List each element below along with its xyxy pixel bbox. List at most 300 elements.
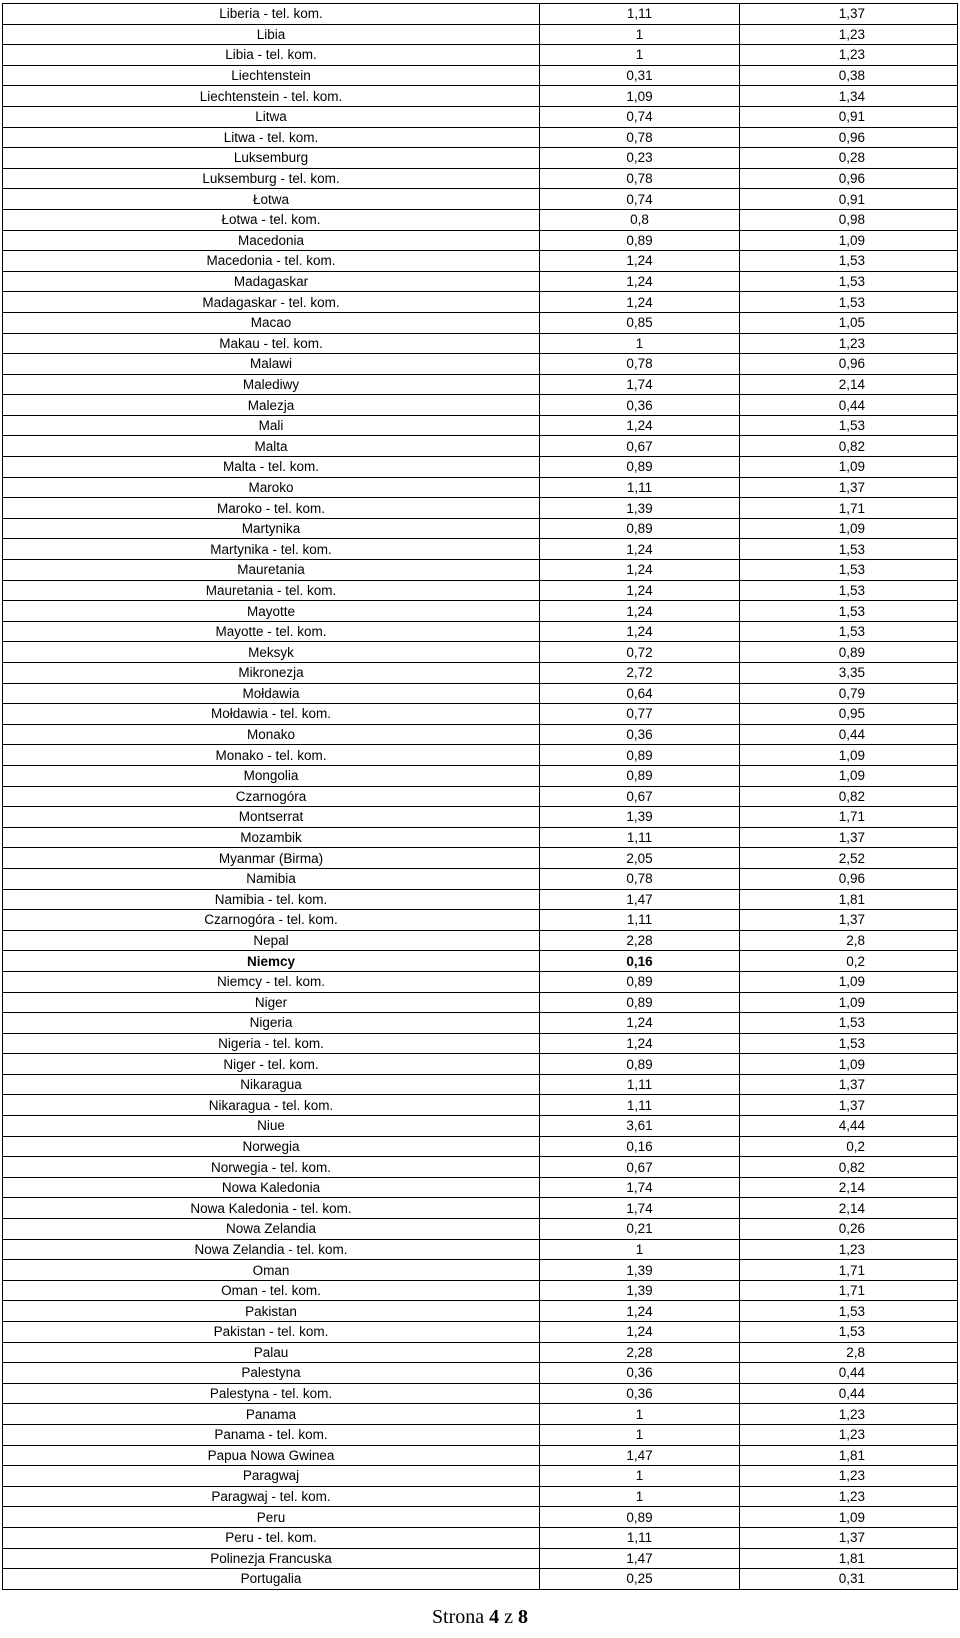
- rate-value-1: 2,28: [540, 930, 740, 951]
- rate-value-2: 1,81: [740, 1445, 958, 1466]
- country-cell: Nowa Kaledonia: [3, 1177, 540, 1198]
- rate-value-2: 1,81: [740, 889, 958, 910]
- rate-value-2: 1,53: [740, 1322, 958, 1343]
- rate-value-2: 1,53: [740, 601, 958, 622]
- rate-value-2: 1,09: [740, 230, 958, 251]
- rate-value-2: 1,09: [740, 765, 958, 786]
- rate-value-1: 1,11: [540, 4, 740, 25]
- rate-value-1: 1,47: [540, 1445, 740, 1466]
- table-row: [3, 868, 958, 889]
- country-cell: Panama - tel. kom.: [3, 1424, 540, 1445]
- table-row: [3, 86, 958, 107]
- country-cell: Palestyna: [3, 1363, 540, 1384]
- rate-value-1: 1,24: [540, 292, 740, 313]
- rate-value-2: 1,34: [740, 86, 958, 107]
- table-row: [3, 930, 958, 951]
- rate-value-1: 1,24: [540, 271, 740, 292]
- rate-value-2: 1,23: [740, 1404, 958, 1425]
- rate-value-2: 0,96: [740, 868, 958, 889]
- country-cell: Mongolia: [3, 765, 540, 786]
- rate-value-2: 1,09: [740, 1507, 958, 1528]
- rate-value-1: 1: [540, 1404, 740, 1425]
- country-cell: Pakistan - tel. kom.: [3, 1322, 540, 1343]
- table-row: [3, 1116, 958, 1137]
- rate-value-1: 1,24: [540, 415, 740, 436]
- rate-value-1: 1,24: [540, 1033, 740, 1054]
- table-row: [3, 1033, 958, 1054]
- table-row: [3, 889, 958, 910]
- rate-value-1: 0,89: [540, 1507, 740, 1528]
- table-row: [3, 971, 958, 992]
- footer-prefix: Strona: [431, 1606, 490, 1628]
- rate-value-2: 1,09: [740, 992, 958, 1013]
- rate-value-2: 1,23: [740, 45, 958, 66]
- country-cell: Niger: [3, 992, 540, 1013]
- table-row: [3, 1548, 958, 1569]
- country-cell: Myanmar (Birma): [3, 848, 540, 869]
- country-cell: Peru - tel. kom.: [3, 1527, 540, 1548]
- rate-value-2: 3,35: [740, 663, 958, 684]
- rate-value-1: 0,16: [540, 951, 740, 972]
- table-row: [3, 354, 958, 375]
- rate-value-1: 0,16: [540, 1136, 740, 1157]
- rate-value-2: 0,96: [740, 168, 958, 189]
- table-row: [3, 498, 958, 519]
- rate-value-1: 1,11: [540, 910, 740, 931]
- country-cell: Macedonia: [3, 230, 540, 251]
- country-cell: Czarnogóra: [3, 786, 540, 807]
- country-cell: Macao: [3, 312, 540, 333]
- country-cell: Peru: [3, 1507, 540, 1528]
- country-cell: Norwegia: [3, 1136, 540, 1157]
- rate-value-2: 1,53: [740, 1033, 958, 1054]
- rate-value-2: 1,37: [740, 827, 958, 848]
- country-cell: Palau: [3, 1342, 540, 1363]
- country-cell: Niemcy: [3, 951, 540, 972]
- table-row: [3, 683, 958, 704]
- rate-value-2: 1,23: [740, 24, 958, 45]
- rate-value-2: 0,38: [740, 65, 958, 86]
- table-row: [3, 765, 958, 786]
- rate-value-1: 0,89: [540, 765, 740, 786]
- table-row: [3, 580, 958, 601]
- table-row: [3, 1486, 958, 1507]
- table-row: [3, 1013, 958, 1034]
- table-row: [3, 560, 958, 581]
- rate-value-1: 0,89: [540, 1054, 740, 1075]
- country-cell: Pakistan: [3, 1301, 540, 1322]
- rate-value-1: 0,89: [540, 745, 740, 766]
- table-row: [3, 4, 958, 25]
- rate-value-2: 2,52: [740, 848, 958, 869]
- rate-value-2: 1,53: [740, 621, 958, 642]
- rate-value-2: 1,09: [740, 457, 958, 478]
- country-cell: Mikronezja: [3, 663, 540, 684]
- table-row: [3, 1260, 958, 1281]
- country-cell: Malta: [3, 436, 540, 457]
- country-cell: Nikaragua - tel. kom.: [3, 1095, 540, 1116]
- country-cell: Nigeria: [3, 1013, 540, 1034]
- country-cell: Liechtenstein - tel. kom.: [3, 86, 540, 107]
- rate-value-1: 1,24: [540, 251, 740, 272]
- rate-value-2: 0,44: [740, 1363, 958, 1384]
- country-cell: Malawi: [3, 354, 540, 375]
- rate-value-1: 0,78: [540, 354, 740, 375]
- country-cell: Monako - tel. kom.: [3, 745, 540, 766]
- country-cell: Macedonia - tel. kom.: [3, 251, 540, 272]
- rate-value-1: 1,11: [540, 1074, 740, 1095]
- table-row: [3, 24, 958, 45]
- rate-value-2: 1,09: [740, 971, 958, 992]
- country-cell: Martynika: [3, 518, 540, 539]
- country-cell: Maroko - tel. kom.: [3, 498, 540, 519]
- rate-value-1: 1: [540, 1424, 740, 1445]
- table-row: [3, 992, 958, 1013]
- rates-table: [2, 3, 958, 1590]
- country-cell: Malediwy: [3, 374, 540, 395]
- table-row: [3, 1280, 958, 1301]
- rate-value-1: 0,36: [540, 724, 740, 745]
- rate-value-1: 1,11: [540, 827, 740, 848]
- rate-value-2: 0,95: [740, 704, 958, 725]
- rates-table-body: [3, 4, 958, 1590]
- rate-value-1: 0,74: [540, 189, 740, 210]
- table-row: [3, 827, 958, 848]
- rate-value-2: 1,53: [740, 251, 958, 272]
- table-row: [3, 168, 958, 189]
- rate-value-1: 0,89: [540, 518, 740, 539]
- rate-value-1: 0,74: [540, 106, 740, 127]
- table-row: [3, 1136, 958, 1157]
- rate-value-1: 1,74: [540, 1177, 740, 1198]
- rate-value-1: 1: [540, 24, 740, 45]
- rate-value-2: 1,53: [740, 580, 958, 601]
- table-row: [3, 1074, 958, 1095]
- rate-value-2: 1,53: [740, 1013, 958, 1034]
- rate-value-2: 1,23: [740, 1486, 958, 1507]
- country-cell: Monako: [3, 724, 540, 745]
- rate-value-1: 1: [540, 45, 740, 66]
- country-cell: Malezja: [3, 395, 540, 416]
- rate-value-2: 0,26: [740, 1219, 958, 1240]
- rate-value-2: 1,23: [740, 1466, 958, 1487]
- country-cell: Nikaragua: [3, 1074, 540, 1095]
- table-row: [3, 1383, 958, 1404]
- table-row: [3, 374, 958, 395]
- rate-value-2: 2,14: [740, 1198, 958, 1219]
- country-cell: Litwa: [3, 106, 540, 127]
- rate-value-1: 3,61: [540, 1116, 740, 1137]
- table-row: [3, 457, 958, 478]
- rate-value-1: 1: [540, 333, 740, 354]
- country-cell: Łotwa - tel. kom.: [3, 209, 540, 230]
- table-row: [3, 65, 958, 86]
- rate-value-1: 1,24: [540, 621, 740, 642]
- country-cell: Libia - tel. kom.: [3, 45, 540, 66]
- rate-value-1: 1,39: [540, 1280, 740, 1301]
- rate-value-1: 0,31: [540, 65, 740, 86]
- rate-value-2: 2,14: [740, 1177, 958, 1198]
- table-row: [3, 292, 958, 313]
- rate-value-2: 0,44: [740, 395, 958, 416]
- table-row: [3, 415, 958, 436]
- rate-value-1: 2,72: [540, 663, 740, 684]
- country-cell: Malta - tel. kom.: [3, 457, 540, 478]
- table-row: [3, 745, 958, 766]
- rate-value-1: 1,11: [540, 477, 740, 498]
- table-row: [3, 1507, 958, 1528]
- rate-value-1: 1,47: [540, 889, 740, 910]
- rate-value-2: 1,71: [740, 1280, 958, 1301]
- rate-value-1: 1: [540, 1466, 740, 1487]
- country-cell: Luksemburg - tel. kom.: [3, 168, 540, 189]
- country-cell: Palestyna - tel. kom.: [3, 1383, 540, 1404]
- country-cell: Panama: [3, 1404, 540, 1425]
- rate-value-1: 1,39: [540, 807, 740, 828]
- rate-value-2: 2,8: [740, 930, 958, 951]
- rate-value-2: 1,37: [740, 4, 958, 25]
- table-row: [3, 1054, 958, 1075]
- table-row: [3, 1095, 958, 1116]
- rate-value-2: 1,37: [740, 910, 958, 931]
- rate-value-1: 0,78: [540, 868, 740, 889]
- rate-value-2: 0,2: [740, 951, 958, 972]
- table-row: [3, 518, 958, 539]
- footer-page-number: 4: [489, 1606, 500, 1628]
- table-row: [3, 251, 958, 272]
- country-cell: Meksyk: [3, 642, 540, 663]
- table-row: [3, 333, 958, 354]
- rate-value-1: 0,85: [540, 312, 740, 333]
- table-row: [3, 148, 958, 169]
- country-cell: Papua Nowa Gwinea: [3, 1445, 540, 1466]
- rate-value-1: 0,89: [540, 457, 740, 478]
- rate-value-2: 1,23: [740, 1424, 958, 1445]
- rate-value-1: 0,78: [540, 127, 740, 148]
- rate-value-1: 1,47: [540, 1548, 740, 1569]
- rate-value-2: 1,09: [740, 518, 958, 539]
- country-cell: Polinezja Francuska: [3, 1548, 540, 1569]
- table-row: [3, 209, 958, 230]
- country-cell: Mauretania: [3, 560, 540, 581]
- rate-value-2: 1,53: [740, 539, 958, 560]
- rate-value-2: 1,71: [740, 498, 958, 519]
- country-cell: Nepal: [3, 930, 540, 951]
- country-cell: Niemcy - tel. kom.: [3, 971, 540, 992]
- table-row: [3, 910, 958, 931]
- rate-value-1: 1,74: [540, 1198, 740, 1219]
- page-footer: [0, 1606, 960, 1629]
- country-cell: Liberia - tel. kom.: [3, 4, 540, 25]
- rate-value-2: 0,82: [740, 1157, 958, 1178]
- rate-value-1: 1,39: [540, 1260, 740, 1281]
- rate-value-1: 0,64: [540, 683, 740, 704]
- country-cell: Oman - tel. kom.: [3, 1280, 540, 1301]
- country-cell: Liechtenstein: [3, 65, 540, 86]
- table-row: [3, 189, 958, 210]
- rate-value-1: 0,25: [540, 1569, 740, 1590]
- rate-value-1: 1,24: [540, 580, 740, 601]
- rate-value-2: 1,23: [740, 1239, 958, 1260]
- rate-value-2: 0,82: [740, 436, 958, 457]
- rate-value-2: 1,53: [740, 292, 958, 313]
- rate-value-2: 0,91: [740, 189, 958, 210]
- rate-value-1: 1,74: [540, 374, 740, 395]
- table-row: [3, 477, 958, 498]
- country-cell: Maroko: [3, 477, 540, 498]
- rate-value-1: 0,89: [540, 971, 740, 992]
- rate-value-1: 1,24: [540, 560, 740, 581]
- table-row: [3, 106, 958, 127]
- rate-value-2: 0,96: [740, 354, 958, 375]
- table-row: [3, 1198, 958, 1219]
- country-cell: Mayotte: [3, 601, 540, 622]
- country-cell: Niue: [3, 1116, 540, 1137]
- country-cell: Nowa Kaledonia - tel. kom.: [3, 1198, 540, 1219]
- rate-value-2: 0,91: [740, 106, 958, 127]
- table-row: [3, 1466, 958, 1487]
- country-cell: Paragwaj: [3, 1466, 540, 1487]
- table-row: [3, 1322, 958, 1343]
- rate-value-2: 1,71: [740, 807, 958, 828]
- table-row: [3, 1219, 958, 1240]
- table-row: [3, 45, 958, 66]
- rate-value-2: 0,2: [740, 1136, 958, 1157]
- country-cell: Litwa - tel. kom.: [3, 127, 540, 148]
- rate-value-2: 0,79: [740, 683, 958, 704]
- table-row: [3, 621, 958, 642]
- table-row: [3, 786, 958, 807]
- rate-value-1: 1,09: [540, 86, 740, 107]
- table-row: [3, 395, 958, 416]
- country-cell: Luksemburg: [3, 148, 540, 169]
- rate-value-1: 0,77: [540, 704, 740, 725]
- footer-page-total: 8: [518, 1606, 529, 1628]
- rate-value-2: 1,37: [740, 1095, 958, 1116]
- table-row: [3, 704, 958, 725]
- rate-value-1: 0,36: [540, 1383, 740, 1404]
- country-cell: Mayotte - tel. kom.: [3, 621, 540, 642]
- rate-value-2: 0,98: [740, 209, 958, 230]
- rate-value-1: 1,11: [540, 1527, 740, 1548]
- table-row: [3, 1177, 958, 1198]
- rate-value-2: 1,81: [740, 1548, 958, 1569]
- rate-value-2: 0,96: [740, 127, 958, 148]
- country-cell: Makau - tel. kom.: [3, 333, 540, 354]
- rate-value-2: 2,8: [740, 1342, 958, 1363]
- rate-value-2: 1,53: [740, 560, 958, 581]
- country-cell: Montserrat: [3, 807, 540, 828]
- rate-value-2: 0,44: [740, 724, 958, 745]
- country-cell: Martynika - tel. kom.: [3, 539, 540, 560]
- rate-value-2: 1,53: [740, 271, 958, 292]
- rate-value-2: 1,05: [740, 312, 958, 333]
- rate-value-1: 1,24: [540, 601, 740, 622]
- country-cell: Libia: [3, 24, 540, 45]
- table-row: [3, 1157, 958, 1178]
- country-cell: Mołdawia: [3, 683, 540, 704]
- rate-value-1: 0,67: [540, 1157, 740, 1178]
- footer-middle: z: [499, 1606, 519, 1628]
- rate-value-2: 0,89: [740, 642, 958, 663]
- rate-value-2: 0,82: [740, 786, 958, 807]
- country-cell: Namibia - tel. kom.: [3, 889, 540, 910]
- table-row: [3, 230, 958, 251]
- rate-value-2: 2,14: [740, 374, 958, 395]
- rate-value-1: 1,39: [540, 498, 740, 519]
- rate-value-2: 1,23: [740, 333, 958, 354]
- rate-value-1: 1,24: [540, 539, 740, 560]
- table-row: [3, 1363, 958, 1384]
- table-row: [3, 642, 958, 663]
- rate-value-2: 1,71: [740, 1260, 958, 1281]
- table-row: [3, 1445, 958, 1466]
- rate-value-2: 1,37: [740, 1527, 958, 1548]
- table-row: [3, 724, 958, 745]
- rate-value-2: 1,09: [740, 1054, 958, 1075]
- country-cell: Czarnogóra - tel. kom.: [3, 910, 540, 931]
- rate-value-2: 0,28: [740, 148, 958, 169]
- table-row: [3, 1342, 958, 1363]
- rate-value-1: 0,36: [540, 1363, 740, 1384]
- rate-value-2: 0,31: [740, 1569, 958, 1590]
- rate-value-2: 4,44: [740, 1116, 958, 1137]
- table-row: [3, 436, 958, 457]
- country-cell: Nigeria - tel. kom.: [3, 1033, 540, 1054]
- table-row: [3, 663, 958, 684]
- rate-value-1: 0,72: [540, 642, 740, 663]
- table-row: [3, 1527, 958, 1548]
- country-cell: Paragwaj - tel. kom.: [3, 1486, 540, 1507]
- rate-value-1: 0,89: [540, 992, 740, 1013]
- rates-sheet: [2, 3, 958, 1590]
- rate-value-1: 0,89: [540, 230, 740, 251]
- country-cell: Mali: [3, 415, 540, 436]
- rate-value-1: 1: [540, 1486, 740, 1507]
- table-row: [3, 1569, 958, 1590]
- rate-value-1: 0,67: [540, 436, 740, 457]
- country-cell: Niger - tel. kom.: [3, 1054, 540, 1075]
- table-row: [3, 951, 958, 972]
- country-cell: Mauretania - tel. kom.: [3, 580, 540, 601]
- rate-value-1: 1,11: [540, 1095, 740, 1116]
- table-row: [3, 539, 958, 560]
- table-row: [3, 1424, 958, 1445]
- country-cell: Namibia: [3, 868, 540, 889]
- table-row: [3, 807, 958, 828]
- rate-value-2: 0,44: [740, 1383, 958, 1404]
- rate-value-2: 1,37: [740, 477, 958, 498]
- rate-value-1: 0,21: [540, 1219, 740, 1240]
- rate-value-1: 1: [540, 1239, 740, 1260]
- table-row: [3, 127, 958, 148]
- country-cell: Nowa Zelandia: [3, 1219, 540, 1240]
- rate-value-1: 0,36: [540, 395, 740, 416]
- rate-value-1: 1,24: [540, 1301, 740, 1322]
- table-row: [3, 1404, 958, 1425]
- rate-value-1: 0,78: [540, 168, 740, 189]
- rate-value-1: 1,24: [540, 1322, 740, 1343]
- table-row: [3, 312, 958, 333]
- rate-value-1: 1,24: [540, 1013, 740, 1034]
- country-cell: Oman: [3, 1260, 540, 1281]
- rate-value-2: 1,09: [740, 745, 958, 766]
- rate-value-1: 2,05: [540, 848, 740, 869]
- table-row: [3, 601, 958, 622]
- rate-value-1: 0,8: [540, 209, 740, 230]
- country-cell: Łotwa: [3, 189, 540, 210]
- country-cell: Mozambik: [3, 827, 540, 848]
